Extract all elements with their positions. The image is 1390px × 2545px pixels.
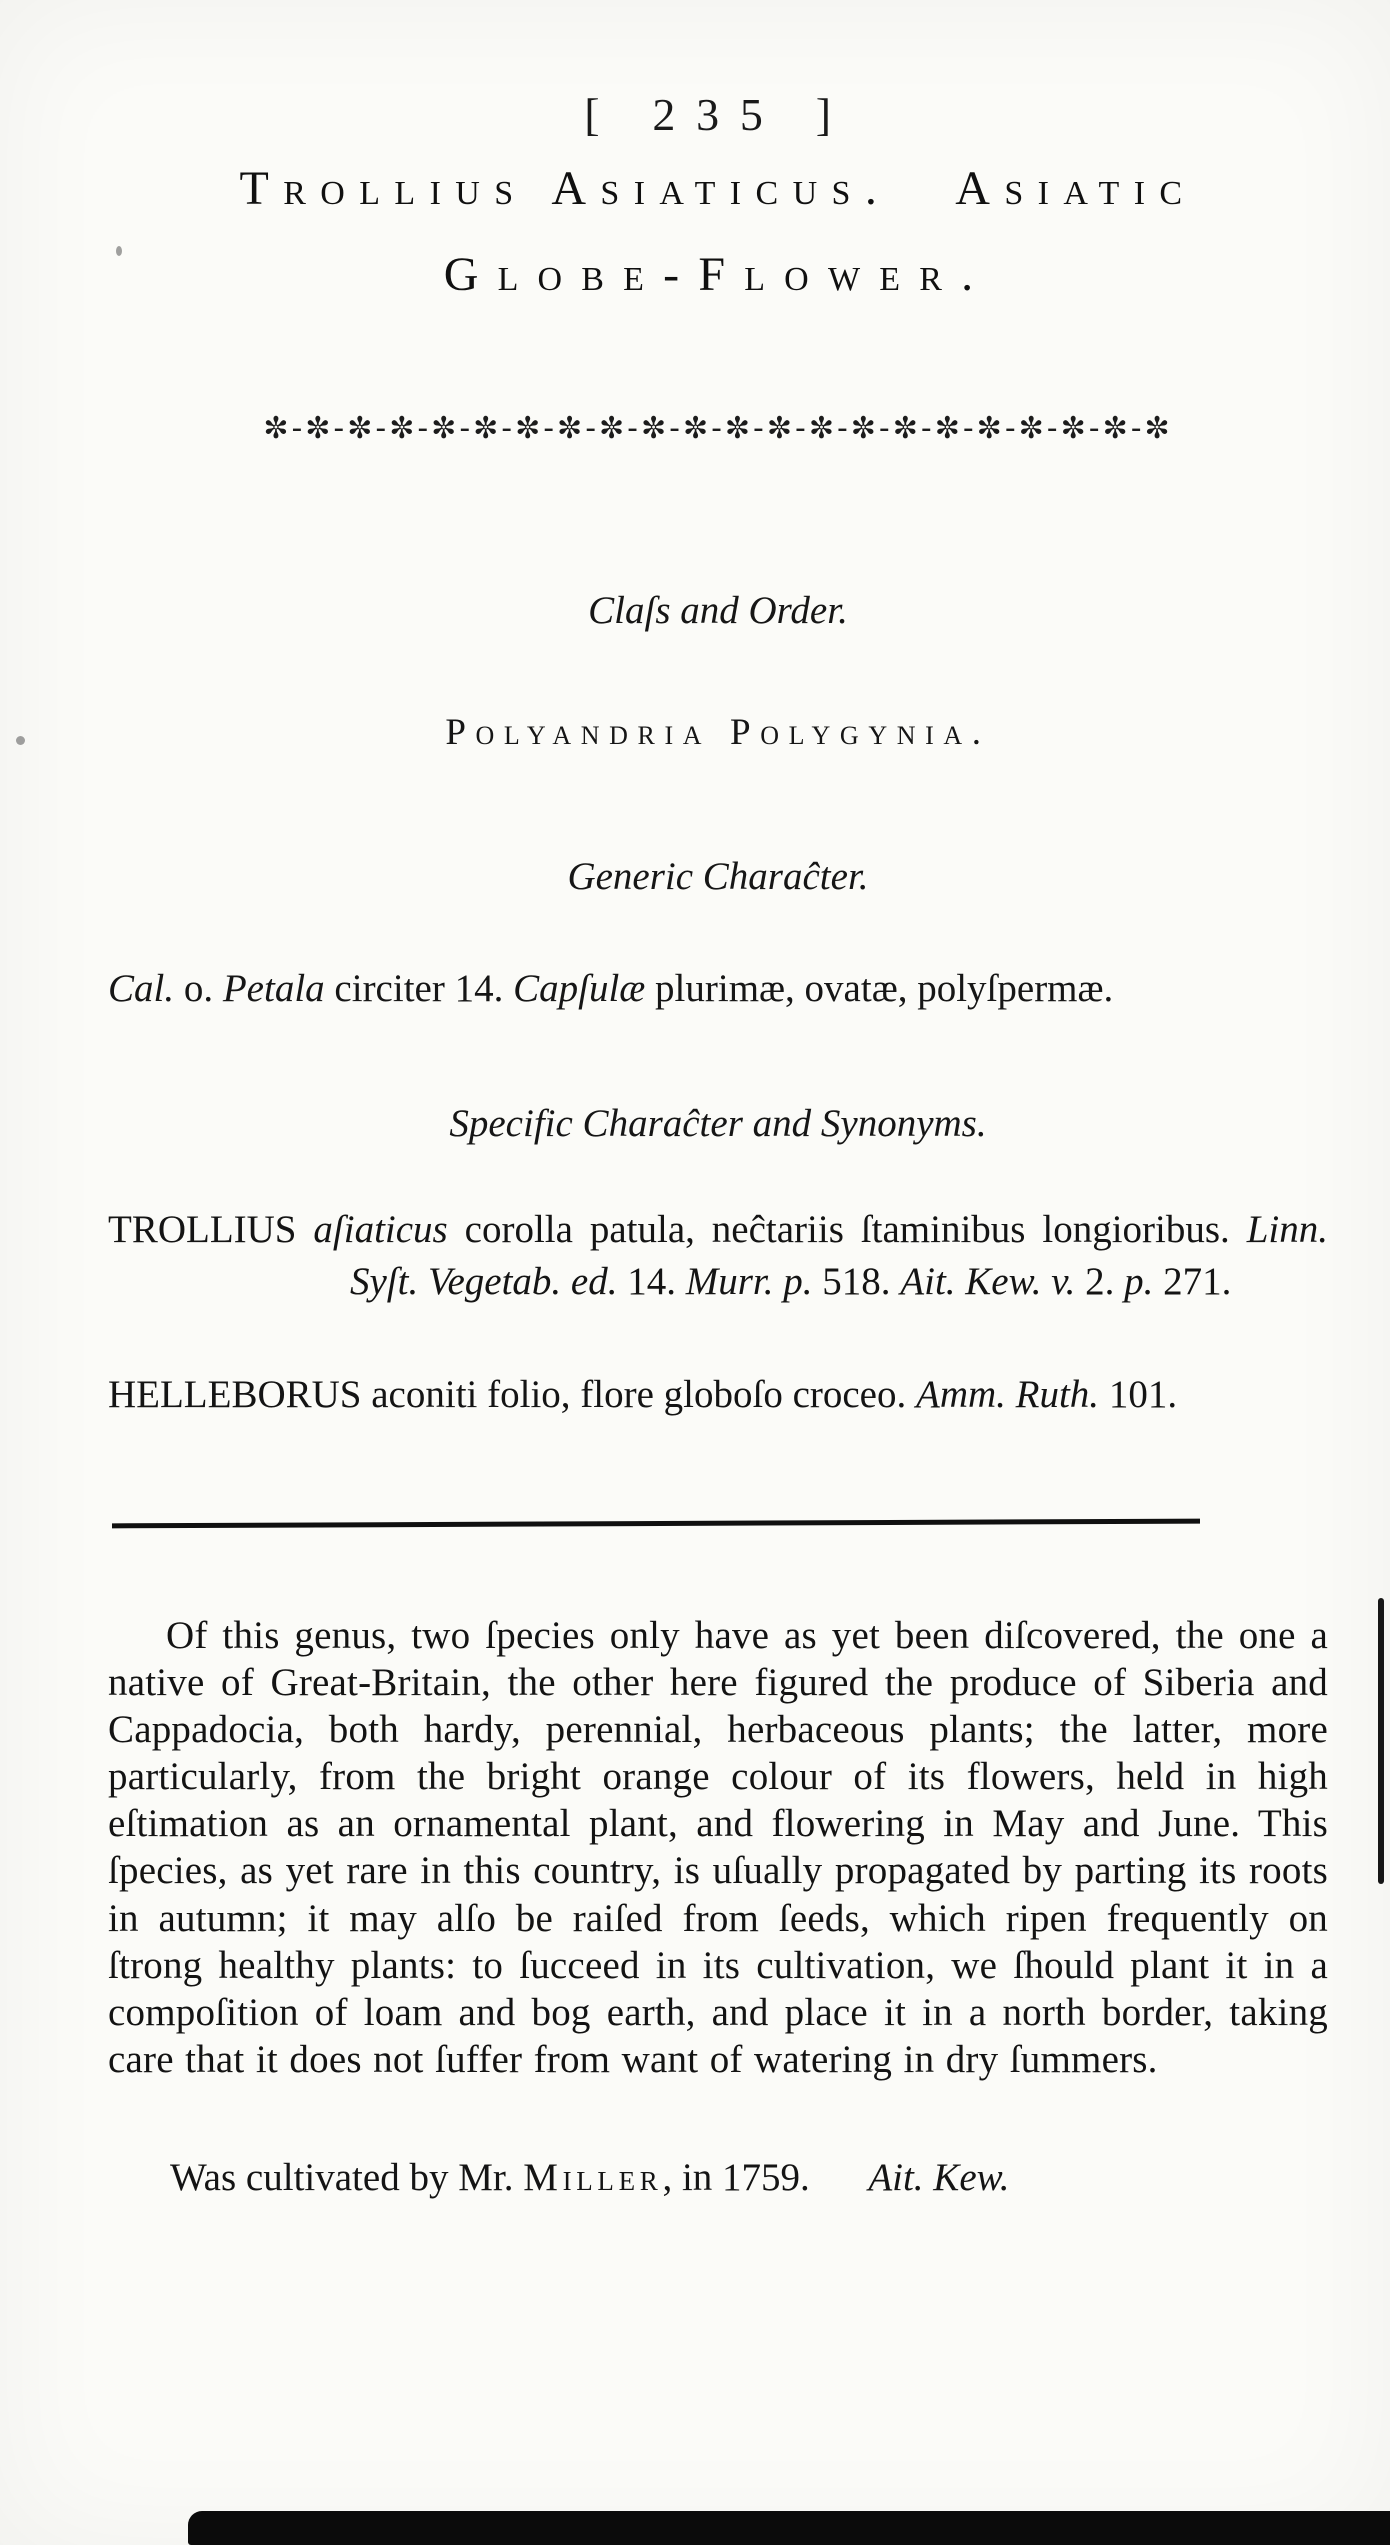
horizontal-divider-rule [112,1518,1200,1528]
page-number: [ 235 ] [584,89,852,140]
text-segment: Cal. [108,966,175,1010]
text-segment: Amm. Ruth. [916,1373,1100,1417]
text-segment: Capſulæ [513,966,646,1010]
page-title-line-1 [108,162,1328,215]
synonym-entry-trollius [108,1204,1328,1307]
text-segment: Petala [222,966,325,1010]
cultivation-footer-line [170,2155,1328,2200]
class-and-order-value: Polyandria Polygynia. [445,711,991,753]
ornament-divider-row: ✼-✼-✼-✼-✼-✼-✼-✼-✼-✼-✼-✼-✼-✼-✼-✼-✼-✼-✼-✼-✼-✼ [263,411,1173,446]
heading-specific-character-synonyms: Specific Charaĉter and Synonyms. [449,1102,987,1146]
text-segment: Murr. p. [685,1259,813,1303]
synonym-entry-helleborus [108,1369,1328,1420]
body-paragraph: Of this genus, two ſpecies only have as yet been diſcovered, the one a native of Great-Britain, the other here figured the produce of Siberia and Cappadocia, both hardy, perennial, herbaceous plants; the latter, more particularly, from the bright orange colour of its flowers, held in high eſtimation as an ornamental plant, and flowering in May and June. This ſpecies, as yet rare in this country, is uſually propagated by parting its roots in autumn; it may alſo be raiſed from ſeeds, which ripen frequently on ſtrong healthy plants: to ſucceed in its cultivation, we ſhould plant it in a compoſition of loam and bog earth, and place it in a north border, taking care that it does not ſuffer from want of watering in dry ſummers. [108,1613,1328,2082]
text-segment: Ait. Kew. [868,2156,1010,2200]
text-segment: 2. [1075,1259,1125,1303]
text-segment: p. [1124,1259,1154,1303]
scan-artifact-title-speck [116,246,122,256]
text-segment: 518. [812,1259,901,1303]
title-common-name-start: Asiatic [955,162,1197,215]
title-species-name: Trollius Asiaticus. [239,162,892,215]
text-segment: HELLEBORUS aconiti folio, flore globoſo croceo. [108,1373,916,1417]
text-segment: 101. [1099,1373,1178,1417]
scan-artifact-bottom-bar [188,2511,1390,2545]
scan-artifact-right-edge-line [1378,1598,1384,1884]
text-segment: , in 1759. [662,2156,869,2200]
scan-artifact-left-speck [16,736,25,745]
page-title-line-2 [108,248,1328,301]
generic-character-line [108,965,1328,1014]
text-segment: Miller [523,2156,663,2200]
text-segment: plurimæ, ovatæ, polyſpermæ. [645,966,1114,1010]
heading-generic-character: Generic Charaĉter. [567,854,869,898]
text-segment: o. [174,966,223,1010]
text-segment: circiter 14. [324,966,514,1010]
text-segment: Was cultivated by Mr. [170,2156,524,2200]
text-segment: Ait. Kew. v. [900,1259,1076,1303]
heading-class-and-order: Claſs and Order. [588,589,848,632]
title-common-name-end: Globe-Flower. [443,248,993,301]
text-segment: corolla patula, neĉtariis ſtaminibus longioribus. [447,1208,1247,1252]
text-segment: Linn. Syſt. Vegetab. ed. [350,1208,1328,1303]
text-segment: TROLLIUS [108,1208,314,1252]
text-segment: 14. [617,1259,686,1303]
text-segment: aſiaticus [313,1208,448,1252]
text-segment: 271. [1153,1259,1232,1303]
